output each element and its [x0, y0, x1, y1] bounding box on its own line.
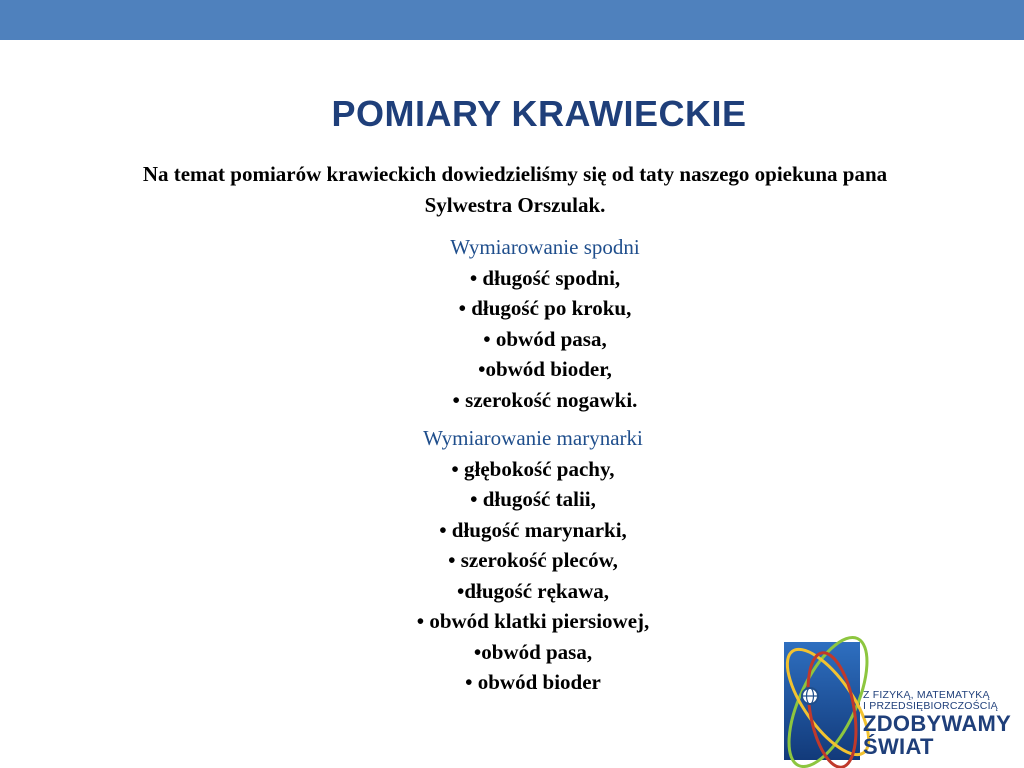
list-item: • szerokość pleców,	[448, 548, 618, 572]
logo-line-2: I PRZEDSIĘBIORCZOŚCIĄ	[863, 700, 998, 712]
section-marynarki	[268, 423, 798, 698]
list-item: •obwód bioder,	[478, 357, 612, 381]
slide-title: POMIARY KRAWIECKIE	[331, 93, 747, 134]
list-item: • długość talii,	[470, 487, 596, 511]
logo-line-3: ZDOBYWAMY	[863, 711, 1012, 736]
section-spodni	[280, 232, 810, 415]
top-bar	[0, 0, 1024, 40]
list-item: • obwód bioder	[465, 670, 601, 694]
list-item: • długość po kroku,	[458, 296, 632, 320]
section-heading: Wymiarowanie marynarki	[423, 426, 643, 450]
list-item: •długość rękawa,	[456, 578, 610, 603]
section-heading: Wymiarowanie spodni	[450, 235, 640, 259]
list-item: • szerokość nogawki.	[452, 387, 638, 412]
logo-line-4: ŚWIAT	[863, 734, 934, 759]
list-item: • długość spodni,	[469, 265, 621, 290]
intro-text: Na temat pomiarów krawieckich dowiedzieliśmy się od taty naszego opiekuna pana Sylwestra Orszulak.	[142, 162, 888, 217]
list-item: • obwód pasa,	[483, 326, 607, 351]
list-item: • głębokość pachy,	[451, 456, 615, 481]
list-item: • obwód klatki piersiowej,	[416, 609, 650, 633]
list-item: •obwód pasa,	[473, 639, 593, 664]
logo-text	[863, 690, 1024, 758]
logo-line-1: Z FIZYKĄ, MATEMATYKĄ	[863, 689, 990, 701]
list-item: • długość marynarki,	[439, 517, 627, 542]
